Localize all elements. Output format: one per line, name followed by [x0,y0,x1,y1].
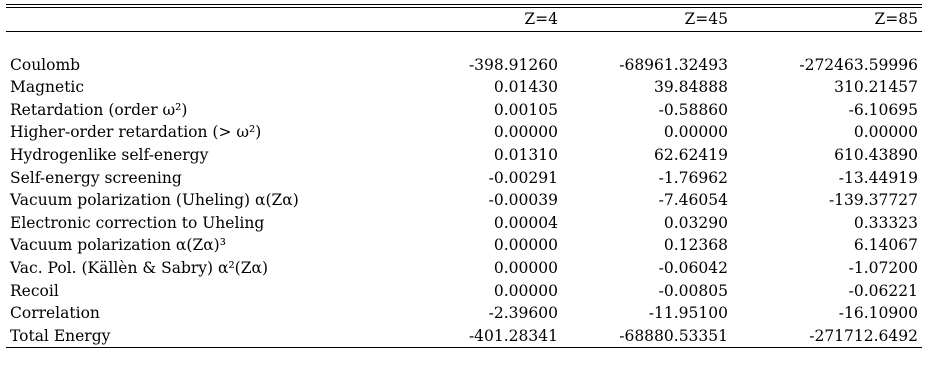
value-z45: -68961.32493 [619,55,728,74]
header-row [6,8,922,31]
value-z4: 0.00004 [493,213,558,232]
table-row [6,257,922,280]
value-z85: -6.10695 [848,100,918,119]
value-z85: -16.10900 [838,304,918,323]
row-label: Magnetic [10,78,85,97]
table-row [6,99,922,122]
value-z85: -271712.6492 [809,326,918,345]
row-label: Higher-order retardation (> ω²) [10,123,262,142]
value-z45: -68880.53351 [619,326,728,345]
value-z4: -2.39600 [488,304,558,323]
value-z45: -0.58860 [658,100,728,119]
spacer-row [6,32,922,54]
value-z45: -7.46054 [658,191,728,210]
table-row [6,234,922,257]
energy-table-container [6,4,922,348]
row-label: Retardation (order ω²) [10,100,188,119]
value-z85: -0.06221 [848,281,918,300]
value-z85: -139.37727 [828,191,918,210]
table-row [6,302,922,325]
row-label: Coulomb [10,55,81,74]
row-label: Recoil [10,281,59,300]
value-z85: -13.44919 [838,168,918,187]
value-z85: 610.43890 [834,145,918,164]
table-row [6,167,922,190]
table-row [6,325,922,348]
header-label-column [6,8,430,31]
energy-contributions-table [6,8,922,31]
table-row [6,189,922,212]
header-z4: Z=4 [524,10,558,28]
value-z45: -1.76962 [658,168,728,187]
table-row [6,121,922,144]
value-z4: -401.28341 [468,326,558,345]
value-z4: -0.00291 [488,168,558,187]
value-z45: 39.84888 [654,78,728,97]
value-z4: 0.00000 [493,236,558,255]
value-z85: 6.14067 [853,236,918,255]
value-z45: 0.00000 [663,123,728,142]
table-header [6,8,922,31]
header-z45: Z=45 [684,10,728,28]
row-label: Vacuum polarization (Uheling) α(Zα) [10,191,299,210]
value-z45: 0.12368 [663,236,728,255]
value-z4: 0.00000 [493,281,558,300]
value-z4: -398.91260 [468,55,558,74]
value-z45: -0.06042 [658,258,728,277]
value-z4: 0.00000 [493,123,558,142]
value-z4: 0.00000 [493,258,558,277]
row-label: Correlation [10,304,100,323]
header-z85: Z=85 [874,10,918,28]
value-z85: -272463.59996 [799,55,918,74]
value-z85: 0.00000 [853,123,918,142]
value-z45: -11.95100 [648,304,728,323]
value-z4: 0.01310 [493,145,558,164]
row-label: Hydrogenlike self-energy [10,145,209,164]
table-row [6,212,922,235]
value-z85: 310.21457 [834,78,918,97]
row-label: Total Energy [10,326,111,345]
bottom-rule [6,347,922,348]
value-z4: 0.01430 [493,78,558,97]
value-z45: -0.00805 [658,281,728,300]
row-label: Electronic correction to Uheling [10,213,265,232]
row-label: Self-energy screening [10,168,182,187]
value-z45: 62.62419 [654,145,728,164]
table-row [6,144,922,167]
value-z4: -0.00039 [488,191,558,210]
table-row [6,76,922,99]
energy-contributions-body [6,32,922,348]
value-z4: 0.00105 [493,100,558,119]
table-row [6,280,922,303]
row-label: Vacuum polarization α(Zα)³ [10,236,226,255]
value-z85: -1.07200 [848,258,918,277]
table-row [6,54,922,77]
value-z85: 0.33323 [853,213,918,232]
value-z45: 0.03290 [663,213,728,232]
row-label: Vac. Pol. (Källèn & Sabry) α²(Zα) [10,258,269,277]
